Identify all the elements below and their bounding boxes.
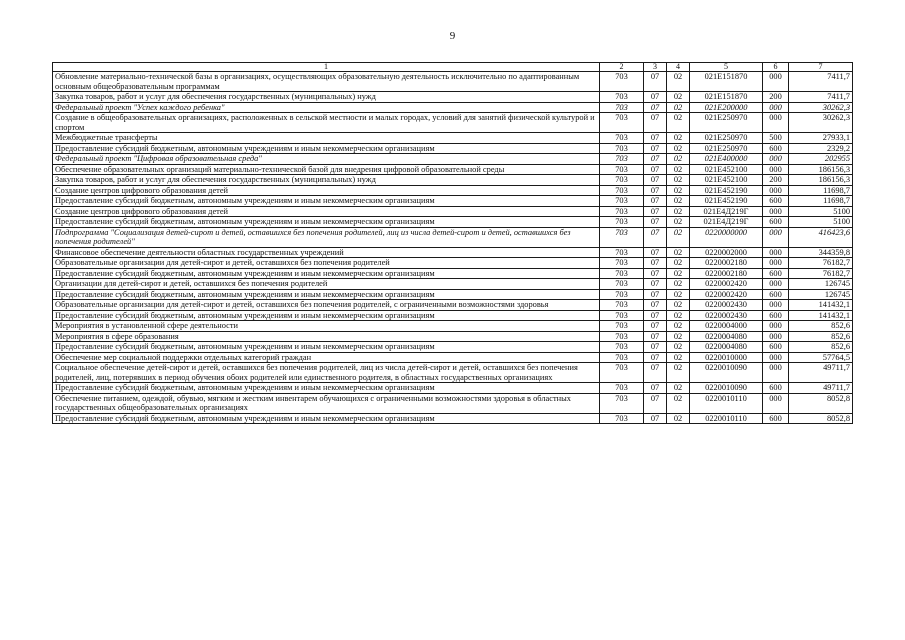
section-code: 07 xyxy=(644,113,667,133)
grbs-code: 703 xyxy=(600,289,644,300)
amount: 8052,8 xyxy=(789,393,853,413)
row-name: Предоставление субсидий бюджетным, автономным учреждениям и иным некоммерческим организациям xyxy=(53,342,600,353)
amount: 126745 xyxy=(789,279,853,290)
grbs-code: 703 xyxy=(600,321,644,332)
section-code: 07 xyxy=(644,143,667,154)
subsection-code: 02 xyxy=(667,154,690,165)
table-row xyxy=(53,72,853,92)
column-number: 2 xyxy=(600,63,644,72)
expense-type-code: 500 xyxy=(763,133,789,144)
row-name: Организации для детей-сирот и детей, оставшихся без попечения родителей xyxy=(53,279,600,290)
grbs-code: 703 xyxy=(600,247,644,258)
target-article-code: 021E151870 xyxy=(690,72,763,92)
grbs-code: 703 xyxy=(600,175,644,186)
grbs-code: 703 xyxy=(600,352,644,363)
target-article-code: 0220002180 xyxy=(690,268,763,279)
amount: 11698,7 xyxy=(789,196,853,207)
target-article-code: 021E151870 xyxy=(690,92,763,103)
row-name: Мероприятия в установленной сфере деятельности xyxy=(53,321,600,332)
amount: 852,6 xyxy=(789,331,853,342)
target-article-code: 0220002420 xyxy=(690,289,763,300)
subsection-code: 02 xyxy=(667,321,690,332)
column-number: 6 xyxy=(763,63,789,72)
grbs-code: 703 xyxy=(600,72,644,92)
target-article-code: 021E4Д219Г xyxy=(690,217,763,228)
target-article-code: 021E452100 xyxy=(690,175,763,186)
section-code: 07 xyxy=(644,279,667,290)
column-number: 3 xyxy=(644,63,667,72)
amount: 7411,7 xyxy=(789,92,853,103)
amount: 126745 xyxy=(789,289,853,300)
section-code: 07 xyxy=(644,154,667,165)
grbs-code: 703 xyxy=(600,310,644,321)
expense-type-code: 200 xyxy=(763,92,789,103)
expense-type-code: 600 xyxy=(763,310,789,321)
row-name: Предоставление субсидий бюджетным, автономным учреждениям и иным некоммерческим организациям xyxy=(53,383,600,394)
target-article-code: 021E250970 xyxy=(690,133,763,144)
grbs-code: 703 xyxy=(600,143,644,154)
expense-type-code: 600 xyxy=(763,268,789,279)
section-code: 07 xyxy=(644,247,667,258)
amount: 7411,7 xyxy=(789,72,853,92)
amount: 5100 xyxy=(789,206,853,217)
column-number: 1 xyxy=(53,63,600,72)
grbs-code: 703 xyxy=(600,258,644,269)
section-code: 07 xyxy=(644,393,667,413)
table-row xyxy=(53,133,853,144)
grbs-code: 703 xyxy=(600,383,644,394)
table-row xyxy=(53,393,853,413)
subsection-code: 02 xyxy=(667,393,690,413)
target-article-code: 0220010110 xyxy=(690,413,763,424)
subsection-code: 02 xyxy=(667,133,690,144)
target-article-code: 021E250970 xyxy=(690,113,763,133)
column-number: 5 xyxy=(690,63,763,72)
subsection-code: 02 xyxy=(667,268,690,279)
section-code: 07 xyxy=(644,175,667,186)
table-row xyxy=(53,102,853,113)
row-name: Предоставление субсидий бюджетным, автономным учреждениям и иным некоммерческим организациям xyxy=(53,413,600,424)
grbs-code: 703 xyxy=(600,279,644,290)
table-row xyxy=(53,383,853,394)
row-name: Обеспечение мер социальной поддержки отдельных категорий граждан xyxy=(53,352,600,363)
grbs-code: 703 xyxy=(600,331,644,342)
target-article-code: 0220010110 xyxy=(690,393,763,413)
subsection-code: 02 xyxy=(667,102,690,113)
row-name: Межбюджетные трансферты xyxy=(53,133,600,144)
target-article-code: 0220002180 xyxy=(690,258,763,269)
table-row xyxy=(53,227,853,247)
subsection-code: 02 xyxy=(667,279,690,290)
amount: 27933,1 xyxy=(789,133,853,144)
section-code: 07 xyxy=(644,342,667,353)
subsection-code: 02 xyxy=(667,113,690,133)
amount: 5100 xyxy=(789,217,853,228)
expense-type-code: 000 xyxy=(763,247,789,258)
row-name: Предоставление субсидий бюджетным, автономным учреждениям и иным некоммерческим организациям xyxy=(53,196,600,207)
table-row xyxy=(53,310,853,321)
expense-type-code: 000 xyxy=(763,258,789,269)
table-row xyxy=(53,413,853,424)
amount: 49711,7 xyxy=(789,383,853,394)
page-number: 9 xyxy=(449,30,456,42)
subsection-code: 02 xyxy=(667,258,690,269)
target-article-code: 0220010090 xyxy=(690,383,763,394)
subsection-code: 02 xyxy=(667,143,690,154)
expense-type-code: 000 xyxy=(763,363,789,383)
row-name: Социальное обеспечение детей-сирот и детей, оставшихся без попечения родителей, лиц из числа детей-сирот и детей, оставшихся без попечения родителей, лиц, потерявших в период обучения обоих родителей или единственного родителя, в областных государственных организациях xyxy=(53,363,600,383)
subsection-code: 02 xyxy=(667,352,690,363)
table-row xyxy=(53,268,853,279)
amount: 186156,3 xyxy=(789,175,853,186)
target-article-code: 0220004080 xyxy=(690,331,763,342)
section-code: 07 xyxy=(644,321,667,332)
expense-type-code: 000 xyxy=(763,113,789,133)
subsection-code: 02 xyxy=(667,175,690,186)
table-row xyxy=(53,279,853,290)
subsection-code: 02 xyxy=(667,363,690,383)
table-row xyxy=(53,331,853,342)
amount: 852,6 xyxy=(789,342,853,353)
row-name: Создание в общеобразовательных организациях, расположенных в сельской местности и малых городах, условий для занятий физической культурой и спортом xyxy=(53,113,600,133)
target-article-code: 0220010000 xyxy=(690,352,763,363)
expense-type-code: 000 xyxy=(763,279,789,290)
section-code: 07 xyxy=(644,268,667,279)
grbs-code: 703 xyxy=(600,393,644,413)
row-name: Подпрограмма "Социализация детей-сирот и детей, оставшихся без попечения родителей, лиц из числа детей-сирот и детей, оставшихся без попечения родителей" xyxy=(53,227,600,247)
section-code: 07 xyxy=(644,217,667,228)
subsection-code: 02 xyxy=(667,289,690,300)
subsection-code: 02 xyxy=(667,206,690,217)
section-code: 07 xyxy=(644,164,667,175)
expense-type-code: 600 xyxy=(763,413,789,424)
row-name: Федеральный проект "Успех каждого ребенка" xyxy=(53,102,600,113)
amount: 2329,2 xyxy=(789,143,853,154)
target-article-code: 0220004080 xyxy=(690,342,763,353)
amount: 416423,6 xyxy=(789,227,853,247)
table-row xyxy=(53,154,853,165)
amount: 186156,3 xyxy=(789,164,853,175)
target-article-code: 0220000000 xyxy=(690,227,763,247)
row-name: Федеральный проект "Цифровая образовательная среда" xyxy=(53,154,600,165)
section-code: 07 xyxy=(644,72,667,92)
grbs-code: 703 xyxy=(600,217,644,228)
expense-type-code: 000 xyxy=(763,164,789,175)
column-number: 4 xyxy=(667,63,690,72)
subsection-code: 02 xyxy=(667,72,690,92)
grbs-code: 703 xyxy=(600,113,644,133)
grbs-code: 703 xyxy=(600,413,644,424)
section-code: 07 xyxy=(644,258,667,269)
table-row xyxy=(53,143,853,154)
section-code: 07 xyxy=(644,185,667,196)
amount: 76182,7 xyxy=(789,258,853,269)
table-row xyxy=(53,92,853,103)
grbs-code: 703 xyxy=(600,133,644,144)
row-name: Предоставление субсидий бюджетным, автономным учреждениям и иным некоммерческим организациям xyxy=(53,268,600,279)
row-name: Образовательные организации для детей-сирот и детей, оставшихся без попечения родителей xyxy=(53,258,600,269)
expense-type-code: 000 xyxy=(763,227,789,247)
grbs-code: 703 xyxy=(600,300,644,311)
target-article-code: 021E452100 xyxy=(690,164,763,175)
section-code: 07 xyxy=(644,92,667,103)
grbs-code: 703 xyxy=(600,268,644,279)
amount: 76182,7 xyxy=(789,268,853,279)
table-row xyxy=(53,175,853,186)
subsection-code: 02 xyxy=(667,300,690,311)
table-row xyxy=(53,342,853,353)
subsection-code: 02 xyxy=(667,227,690,247)
table-row xyxy=(53,206,853,217)
expense-type-code: 000 xyxy=(763,352,789,363)
target-article-code: 021E400000 xyxy=(690,154,763,165)
table-row xyxy=(53,196,853,207)
section-code: 07 xyxy=(644,352,667,363)
expense-type-code: 600 xyxy=(763,217,789,228)
subsection-code: 02 xyxy=(667,383,690,394)
amount: 30262,3 xyxy=(789,113,853,133)
row-name: Финансовое обеспечение деятельности областных государственных учреждений xyxy=(53,247,600,258)
column-number: 7 xyxy=(789,63,853,72)
expense-type-code: 000 xyxy=(763,321,789,332)
amount: 202955 xyxy=(789,154,853,165)
table-row xyxy=(53,352,853,363)
subsection-code: 02 xyxy=(667,310,690,321)
table-row xyxy=(53,164,853,175)
expense-type-code: 600 xyxy=(763,383,789,394)
section-code: 07 xyxy=(644,413,667,424)
section-code: 07 xyxy=(644,300,667,311)
expense-type-code: 000 xyxy=(763,206,789,217)
table-row xyxy=(53,258,853,269)
amount: 30262,3 xyxy=(789,102,853,113)
expense-type-code: 000 xyxy=(763,154,789,165)
target-article-code: 021E200000 xyxy=(690,102,763,113)
expense-type-code: 200 xyxy=(763,175,789,186)
expense-type-code: 600 xyxy=(763,143,789,154)
row-name: Мероприятия в сфере образования xyxy=(53,331,600,342)
subsection-code: 02 xyxy=(667,331,690,342)
expense-type-code: 600 xyxy=(763,196,789,207)
target-article-code: 021E250970 xyxy=(690,143,763,154)
grbs-code: 703 xyxy=(600,185,644,196)
amount: 57764,5 xyxy=(789,352,853,363)
table-row xyxy=(53,247,853,258)
expense-type-code: 000 xyxy=(763,72,789,92)
target-article-code: 021E452190 xyxy=(690,196,763,207)
amount: 141432,1 xyxy=(789,310,853,321)
section-code: 07 xyxy=(644,227,667,247)
target-article-code: 0220010090 xyxy=(690,363,763,383)
grbs-code: 703 xyxy=(600,92,644,103)
target-article-code: 0220004000 xyxy=(690,321,763,332)
row-name: Обновление материально-технической базы в организациях, осуществляющих образовательную деятельность исключительно по адаптированным основным общеобразовательным программам xyxy=(53,72,600,92)
amount: 141432,1 xyxy=(789,300,853,311)
table-row xyxy=(53,300,853,311)
expense-type-code: 000 xyxy=(763,300,789,311)
target-article-code: 0220002420 xyxy=(690,279,763,290)
table-row xyxy=(53,321,853,332)
target-article-code: 021E452190 xyxy=(690,185,763,196)
subsection-code: 02 xyxy=(667,413,690,424)
grbs-code: 703 xyxy=(600,154,644,165)
budget-table-body xyxy=(53,63,853,424)
row-name: Закупка товаров, работ и услуг для обеспечения государственных (муниципальных) нужд xyxy=(53,175,600,186)
row-name: Обеспечение образовательных организаций материально-технической базой для внедрения цифровой образовательной среды xyxy=(53,164,600,175)
subsection-code: 02 xyxy=(667,342,690,353)
expense-type-code: 000 xyxy=(763,331,789,342)
amount: 8052,8 xyxy=(789,413,853,424)
table-row xyxy=(53,113,853,133)
section-code: 07 xyxy=(644,102,667,113)
row-name: Создание центров цифрового образования детей xyxy=(53,206,600,217)
section-code: 07 xyxy=(644,196,667,207)
row-name: Создание центров цифрового образования детей xyxy=(53,185,600,196)
budget-table xyxy=(52,62,853,424)
table-row xyxy=(53,289,853,300)
expense-type-code: 000 xyxy=(763,102,789,113)
row-name: Предоставление субсидий бюджетным, автономным учреждениям и иным некоммерческим организациям xyxy=(53,217,600,228)
subsection-code: 02 xyxy=(667,196,690,207)
amount: 11698,7 xyxy=(789,185,853,196)
expense-type-code: 600 xyxy=(763,289,789,300)
subsection-code: 02 xyxy=(667,247,690,258)
column-number-row xyxy=(53,63,853,72)
section-code: 07 xyxy=(644,206,667,217)
subsection-code: 02 xyxy=(667,217,690,228)
table-row xyxy=(53,363,853,383)
table-row xyxy=(53,217,853,228)
expense-type-code: 000 xyxy=(763,393,789,413)
target-article-code: 021E4Д219Г xyxy=(690,206,763,217)
row-name: Предоставление субсидий бюджетным, автономным учреждениям и иным некоммерческим организациям xyxy=(53,143,600,154)
section-code: 07 xyxy=(644,363,667,383)
row-name: Обеспечение питанием, одеждой, обувью, мягким и жестким инвентарем обучающихся с ограниченными возможностями здоровья в областных государственных общеобразовательных организациях xyxy=(53,393,600,413)
amount: 49711,7 xyxy=(789,363,853,383)
grbs-code: 703 xyxy=(600,363,644,383)
subsection-code: 02 xyxy=(667,92,690,103)
table-row xyxy=(53,185,853,196)
target-article-code: 0220002430 xyxy=(690,300,763,311)
row-name: Закупка товаров, работ и услуг для обеспечения государственных (муниципальных) нужд xyxy=(53,92,600,103)
grbs-code: 703 xyxy=(600,164,644,175)
section-code: 07 xyxy=(644,383,667,394)
grbs-code: 703 xyxy=(600,196,644,207)
target-article-code: 0220002430 xyxy=(690,310,763,321)
grbs-code: 703 xyxy=(600,227,644,247)
amount: 344359,8 xyxy=(789,247,853,258)
section-code: 07 xyxy=(644,331,667,342)
row-name: Предоставление субсидий бюджетным, автономным учреждениям и иным некоммерческим организациям xyxy=(53,310,600,321)
target-article-code: 0220002000 xyxy=(690,247,763,258)
section-code: 07 xyxy=(644,289,667,300)
subsection-code: 02 xyxy=(667,164,690,175)
section-code: 07 xyxy=(644,310,667,321)
grbs-code: 703 xyxy=(600,102,644,113)
section-code: 07 xyxy=(644,133,667,144)
row-name: Предоставление субсидий бюджетным, автономным учреждениям и иным некоммерческим организациям xyxy=(53,289,600,300)
amount: 852,6 xyxy=(789,321,853,332)
row-name: Образовательные организации для детей-сирот и детей, оставшихся без попечения родителей, с ограниченными возможностями здоровья xyxy=(53,300,600,311)
expense-type-code: 000 xyxy=(763,185,789,196)
subsection-code: 02 xyxy=(667,185,690,196)
expense-type-code: 600 xyxy=(763,342,789,353)
grbs-code: 703 xyxy=(600,206,644,217)
grbs-code: 703 xyxy=(600,342,644,353)
